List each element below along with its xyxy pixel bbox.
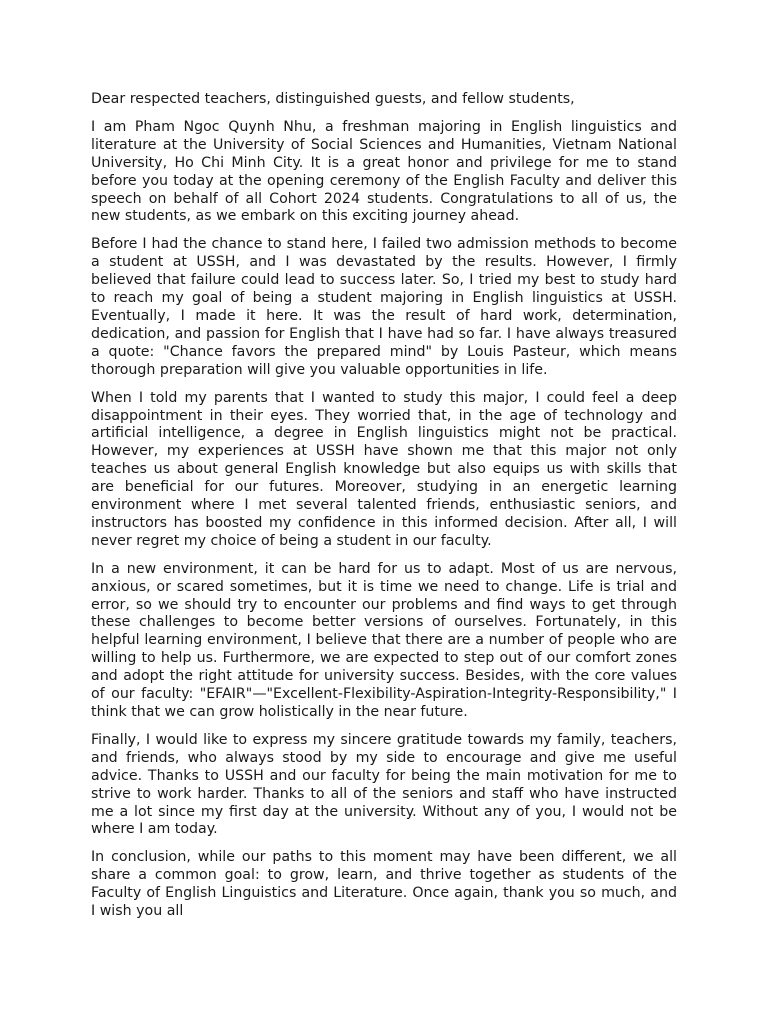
paragraph-introduction: I am Pham Ngoc Quynh Nhu, a freshman majoring in English linguistics and literature at the University of Social Sciences and Humanities, Vietnam National University, Ho Chi Minh City. It is a great honor and privilege for me to stand before you today at the opening ceremony of the English Faculty and deliver this speech on behalf of all Cohort 2024 students. Congratulations to all of us, the new students, as we embark on this exciting journey ahead. (91, 118, 677, 225)
paragraph-parents: When I told my parents that I wanted to study this major, I could feel a deep disappointment in their eyes. They worried that, in the age of technology and artificial intelligence, a degree in English linguistics might not be practical. However, my experiences at USSH have shown me that this major not only teaches us about general English knowledge but also equips us with skills that are beneficial for our futures. Moreover, studying in an energetic learning environment where I met several talented friends, enthusiastic seniors, and instructors has boosted my confidence in this informed decision. After all, I will never regret my choice of being a student in our faculty. (91, 389, 677, 549)
paragraph-admission: Before I had the chance to stand here, I failed two admission methods to become a student at USSH, and I was devastated by the results. However, I firmly believed that failure could lead to success later. So, I tried my best to study hard to reach my goal of being a student majoring in English linguistics at USSH. Eventually, I made it here. It was the result of hard work, determination, dedication, and passion for English that I have had so far. I have always treasured a quote: "Chance favors the prepared mind" by Louis Pasteur, which means thorough preparation will give you valuable opportunities in life. (91, 236, 677, 378)
paragraph-new-environment: In a new environment, it can be hard for us to adapt. Most of us are nervous, anxious, or scared sometimes, but it is time we need to change. Life is trial and error, so we should try to encounter our problems and find ways to get through these challenges to become better versions of ourselves. Fortunately, in this helpful learning environment, I believe that there are a number of people who are willing to help us. Furthermore, we are expected to step out of our comfort zones and adopt the right attitude for university success. Besides, with the core values of our faculty: "EFAIR"—"Excellent-Flexibility-Aspiration-Integrity-Responsibility," I think that we can grow holistically in the near future. (91, 560, 677, 720)
salutation: Dear respected teachers, distinguished guests, and fellow students, (91, 91, 575, 107)
paragraph-gratitude: Finally, I would like to express my sincere gratitude towards my family, teachers, and friends, who always stood by my side to encourage and give me useful advice. Thanks to USSH and our faculty for being the main motivation for me to strive to work harder. Thanks to all of the seniors and staff who have instructed me a lot since my first day at the university. Without any of you, I would not be where I am today. (91, 731, 677, 838)
speech-body (91, 91, 677, 931)
paragraph-conclusion: In conclusion, while our paths to this moment may have been different, we all share a common goal: to grow, learn, and thrive together as students of the Faculty of English Linguistics and Literature. Once again, thank you so much, and I wish you all (91, 849, 677, 920)
